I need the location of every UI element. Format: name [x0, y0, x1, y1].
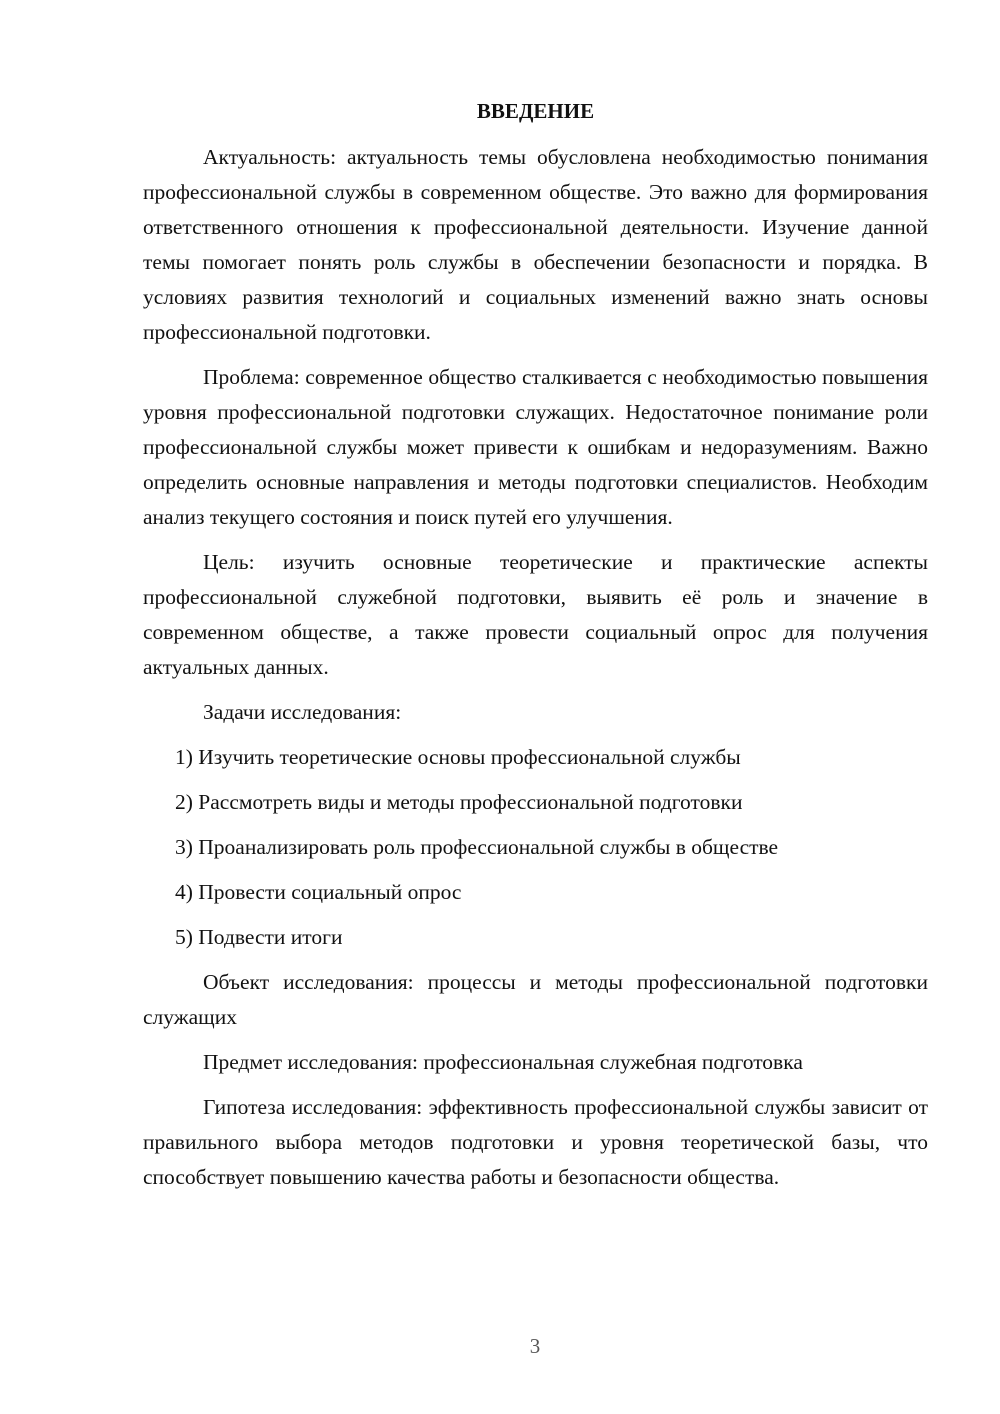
task-item-3: 3) Проанализировать роль профессиональной службы в обществе	[175, 835, 779, 859]
task-item-2: 2) Рассмотреть виды и методы профессиональной подготовки	[175, 790, 743, 814]
tasks-list	[143, 740, 928, 955]
paragraph-subject: Предмет исследования: профессиональная служебная подготовка	[203, 1050, 803, 1074]
paragraph-hypothesis: Гипотеза исследования: эффективность профессиональной службы зависит от правильного выбора методов подготовки и уровня теоретической базы, что способствует повышению качества работы и безопасности общества.	[143, 1095, 928, 1189]
paragraph-object: Объект исследования: процессы и методы профессиональной подготовки служащих	[143, 970, 928, 1029]
page-number: 3	[529, 1334, 541, 1358]
task-item-5: 5) Подвести итоги	[175, 925, 343, 949]
paragraph-problem: Проблема: современное общество сталкивается с необходимостью повышения уровня профессиональной подготовки служащих. Недостаточное понимание роли профессиональной службы может привести к ошибкам и недоразумениям. Важно определить основные направления и методы подготовки специалистов. Необходим анализ текущего состояния и поиск путей его улучшения.	[143, 365, 928, 529]
task-item-4: 4) Провести социальный опрос	[175, 880, 462, 904]
paragraph-tasks-heading: Задачи исследования:	[203, 700, 402, 724]
paragraph-relevance: Актуальность: актуальность темы обусловлена необходимостью понимания профессиональной службы в современном обществе. Это важно для формирования ответственного отношения к профессиональной деятельности. Изучение данной темы помогает понять роль службы в обеспечении безопасности и порядка. В условиях развития технологий и социальных изменений важно знать основы профессиональной подготовки.	[143, 145, 928, 344]
paragraph-goal: Цель: изучить основные теоретические и практические аспекты профессиональной служебной подготовки, выявить её роль и значение в современном обществе, а также провести социальный опрос для получения актуальных данных.	[143, 550, 928, 679]
task-item-1: 1) Изучить теоретические основы профессиональной службы	[175, 745, 741, 769]
section-title: ВВЕДЕНИЕ	[476, 99, 595, 123]
document-page	[143, 96, 928, 1205]
